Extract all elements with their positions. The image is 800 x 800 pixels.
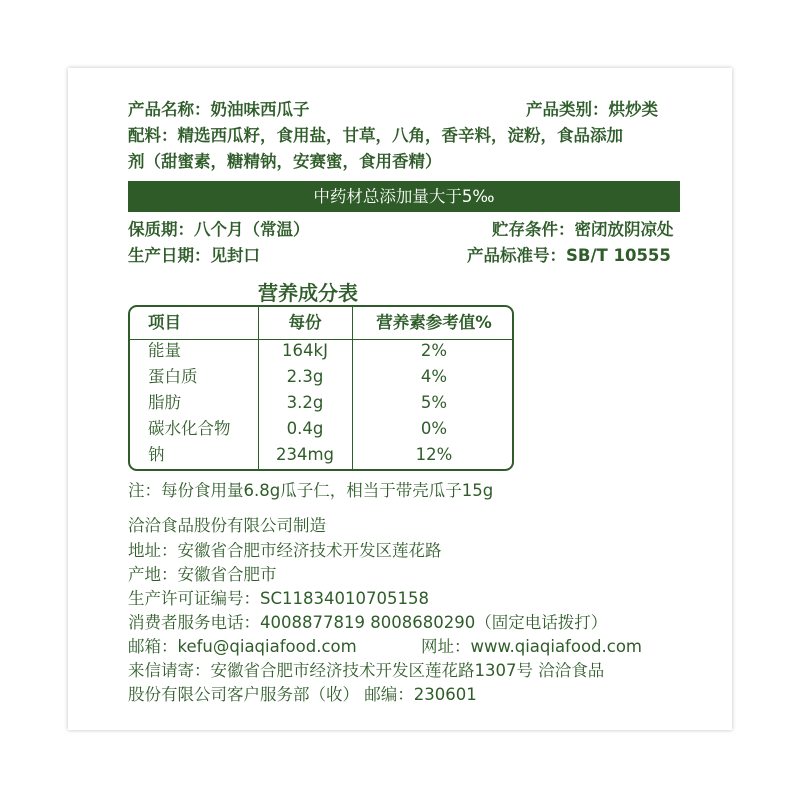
row-item: 碳水化合物	[148, 419, 231, 438]
nutrition-table-title: 营养成分表	[258, 281, 358, 305]
row-nrv: 2%	[420, 341, 448, 360]
production-date: 生产日期：见封口	[128, 246, 260, 265]
serving-note: 注：每份食用量6.8g瓜子仁，相当于带壳瓜子15g	[128, 481, 494, 500]
header-nrv: 营养素参考值%	[376, 313, 492, 332]
shelf-life: 保质期：八个月（常温）	[128, 220, 310, 239]
origin: 产地：安徽省合肥市	[128, 565, 277, 584]
row-item: 蛋白质	[148, 367, 198, 386]
row-nrv: 4%	[420, 367, 448, 386]
row-item: 能量	[148, 341, 181, 360]
product-name: 产品名称：奶油味西瓜子	[128, 100, 310, 119]
address: 地址：安徽省合肥市经济技术开发区莲花路	[128, 541, 442, 560]
row-amount: 0.4g	[286, 419, 324, 438]
row-item: 脂肪	[148, 393, 181, 412]
row-amount: 2.3g	[286, 367, 324, 386]
row-amount: 3.2g	[286, 393, 324, 412]
production-license: 生产许可证编号：SC11834010705158	[128, 589, 429, 608]
header-per-serving: 每份	[288, 313, 322, 332]
row-nrv: 5%	[420, 393, 448, 412]
product-standard: 产品标准号：SB/T 10555	[467, 246, 671, 265]
email: 邮箱：kefu@qiaqiafood.com	[128, 637, 357, 656]
website: 网址：www.qiaqiafood.com	[421, 637, 643, 656]
header-item: 项目	[148, 313, 181, 332]
mailing-address-line-1: 来信请寄：安徽省合肥市经济技术开发区莲花路1307号 洽洽食品	[128, 661, 605, 680]
nutrition-table	[128, 305, 514, 471]
product-category: 产品类别：烘炒类	[526, 100, 658, 119]
mailing-address-line-2: 股份有限公司客户服务部（收） 邮编：230601	[128, 685, 477, 704]
header-divider	[130, 339, 512, 340]
manufacturer: 洽洽食品股份有限公司制造	[128, 516, 326, 535]
ingredients-line-1: 配料：精选西瓜籽，食用盐，甘草，八角，香辛料，淀粉，食品添加	[128, 126, 623, 145]
storage-conditions: 贮存条件：密闭放阴凉处	[492, 220, 674, 239]
row-item: 钠	[148, 445, 165, 464]
row-amount: 234mg	[275, 445, 335, 464]
service-hotline: 消费者服务电话：4008877819 8008680290（固定电话拨打）	[128, 613, 608, 632]
ingredients-line-2: 剂（甜蜜素，糖精钠，安赛蜜，食用香精）	[128, 152, 442, 171]
row-amount: 164kJ	[282, 341, 328, 360]
row-nrv: 12%	[415, 445, 453, 464]
herbal-content-banner: 中药材总添加量大于5‰	[128, 181, 680, 212]
row-nrv: 0%	[420, 419, 448, 438]
